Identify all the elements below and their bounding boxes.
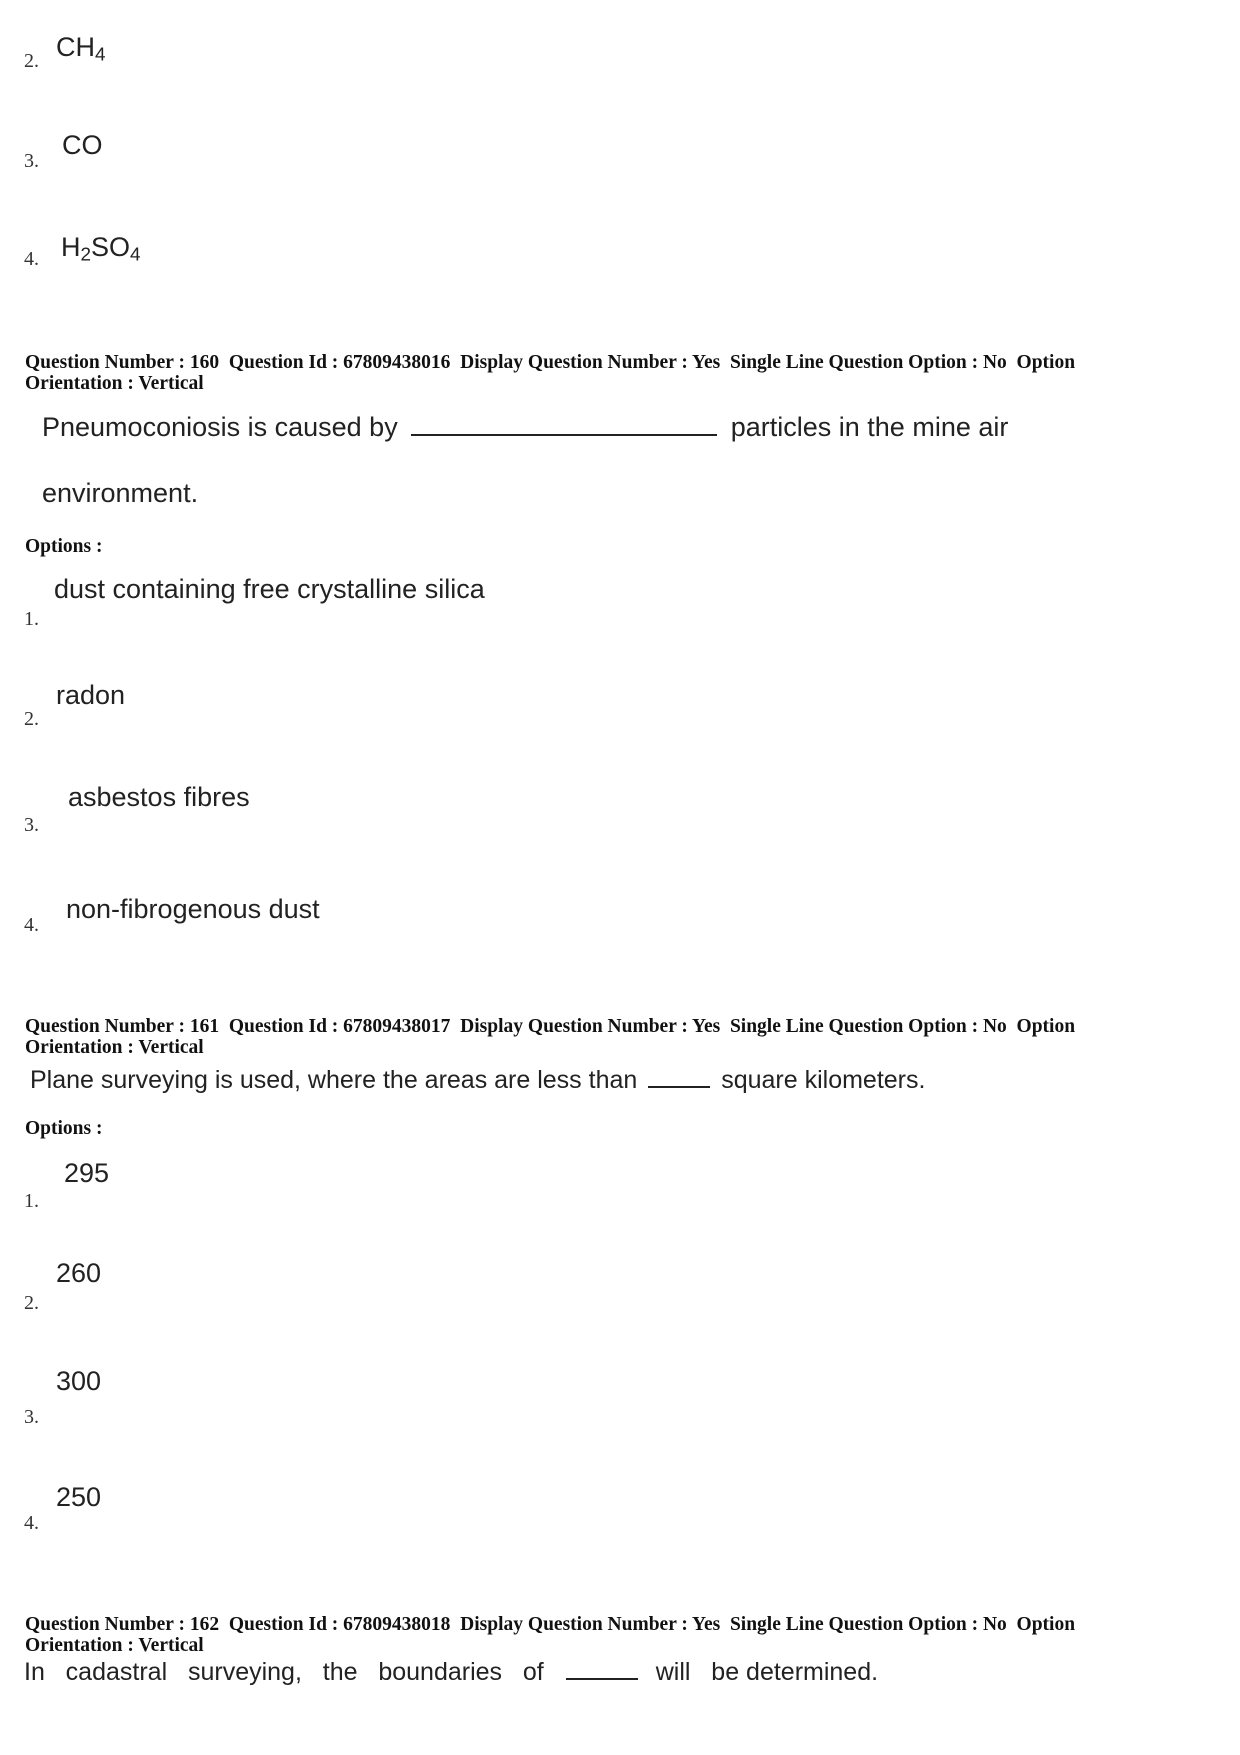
stem-text: In cadastral surveying, the boundaries of — [24, 1658, 544, 1686]
question-header-line: Question Number : 162 Question Id : 67809438018 Display Question Number : Yes Single Line Question Option : No Option — [25, 1614, 1076, 1635]
question-header-line: Orientation : Vertical — [25, 1635, 204, 1656]
question-header-line: Question Number : 160 Question Id : 67809438016 Display Question Number : Yes Single Line Question Option : No Option — [25, 352, 1076, 373]
question-header-line: Orientation : Vertical — [25, 1037, 204, 1058]
option-text: 260 — [56, 1258, 102, 1288]
option-text: asbestos fibres — [68, 782, 250, 812]
option-text: 295 — [64, 1158, 110, 1188]
stem-text: particles in the mine air — [730, 412, 1009, 442]
option-number: 4. — [24, 914, 39, 936]
option-number: 3. — [24, 814, 39, 836]
question-header — [25, 1614, 1220, 1656]
question-header-line: Question Number : 161 Question Id : 67809438017 Display Question Number : Yes Single Line Question Option : No Option — [25, 1016, 1076, 1037]
option-number: 3. — [24, 150, 39, 172]
option-number: 1. — [24, 1190, 39, 1212]
stem-text: will be determined. — [655, 1658, 879, 1686]
options-label: Options : — [25, 536, 103, 557]
option-number: 2. — [24, 50, 39, 72]
question-header — [25, 1016, 1220, 1058]
question-header-line: Orientation : Vertical — [25, 373, 204, 394]
option-text: 300 — [56, 1366, 102, 1396]
fill-blank — [566, 1677, 638, 1680]
fill-blank — [648, 1085, 710, 1088]
option-number: 2. — [24, 708, 39, 730]
question-stem-continued: environment. — [42, 478, 199, 508]
option-number: 2. — [24, 1292, 39, 1314]
option-number: 3. — [24, 1406, 39, 1428]
option-text: non-fibrogenous dust — [66, 894, 320, 924]
question-stem — [24, 1658, 878, 1687]
options-label: Options : — [25, 1118, 103, 1139]
question-stem — [30, 1066, 925, 1095]
option-text: 250 — [56, 1482, 102, 1512]
option-text: CO — [62, 130, 103, 160]
fill-blank — [411, 433, 717, 436]
option-number: 4. — [24, 248, 39, 270]
option-number: 4. — [24, 1512, 39, 1534]
option-text: $H_2SO_4$ — [61, 232, 141, 266]
question-stem — [42, 412, 1008, 443]
option-text: dust containing free crystalline silica — [54, 574, 485, 604]
question-header — [25, 352, 1220, 394]
stem-text: square kilometers. — [721, 1066, 926, 1094]
stem-text: Plane surveying is used, where the areas are less than — [30, 1066, 638, 1094]
stem-text: Pneumoconiosis is caused by — [42, 412, 398, 442]
option-text: radon — [56, 680, 126, 710]
option-number: 1. — [24, 608, 39, 630]
option-text: $CH_4$ — [56, 32, 106, 66]
